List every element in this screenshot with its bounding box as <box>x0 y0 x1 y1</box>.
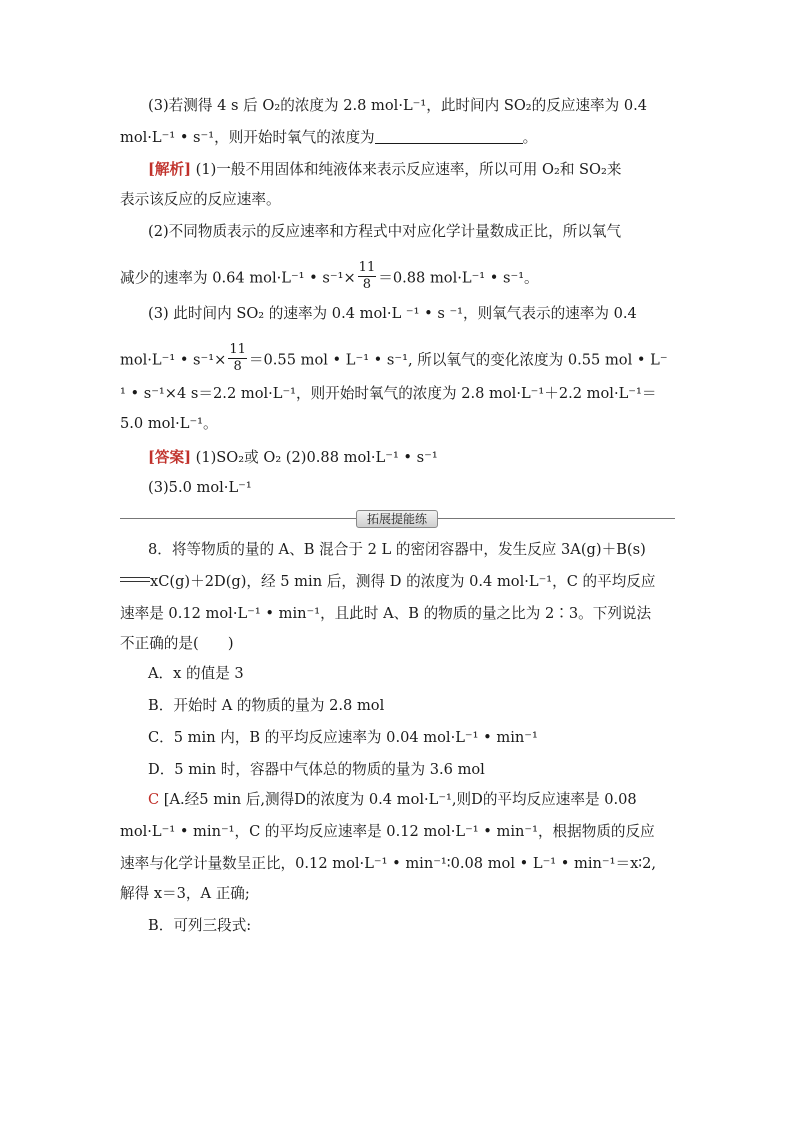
section-banner <box>120 510 675 526</box>
analysis-p1-cont: 表示该反应的反应速率。 <box>120 191 281 208</box>
fraction-11-8 <box>358 260 377 293</box>
q8-solution-line1 <box>148 790 637 810</box>
fraction-numerator: 11 <box>358 260 376 275</box>
q8-option-b: B．开始时 A 的物质的量为 2.8 mol <box>148 697 385 714</box>
q8-solution-line3: 速率与化学计量数呈正比，0.12 mol·L⁻¹ • min⁻¹∶0.08 mol • L⁻¹ • min⁻¹＝x∶2, <box>120 855 657 872</box>
fraction-denominator: 8 <box>362 277 372 292</box>
analysis-p3-line3: ¹ • s⁻¹×4 s＝2.2 mol·L⁻¹，则开始时氧气的浓度为 2.8 mol·L⁻¹＋2.2 mol·L⁻¹＝ <box>120 385 657 402</box>
analysis-p1 <box>148 160 621 180</box>
fraction-11-8-second <box>228 342 247 375</box>
q8-solution-line1-text: [A.经5 min 后,测得D的浓度为 0.4 mol·L⁻¹,则D的平均反应速率是 0.08 <box>159 791 637 808</box>
answer-line2: (3)5.0 mol·L⁻¹ <box>148 479 252 496</box>
answer-line1 <box>148 448 438 468</box>
q8-stem-line4: 不正确的是( ) <box>120 635 234 652</box>
q8-option-c: C．5 min 内，B 的平均反应速率为 0.04 mol·L⁻¹ • min⁻¹ <box>148 729 538 746</box>
answer-blank <box>375 129 523 144</box>
q3-line1: (3)若测得 4 s 后 O₂的浓度为 2.8 mol·L⁻¹，此时间内 SO₂的反应速率为 0.4 <box>148 97 648 114</box>
q8-solution-line5: B．可列三段式: <box>148 917 252 934</box>
analysis-tag: [解析] <box>148 161 191 178</box>
analysis-p3-cont <box>120 344 668 377</box>
q8-solution-line4: 解得 x＝3，A 正确; <box>120 885 250 902</box>
analysis-p1-text: (1)一般不用固体和纯液体来表示反应速率，所以可用 O₂和 SO₂来 <box>191 161 622 178</box>
q3-line2 <box>120 128 537 148</box>
q8-stem-line2-text: xC(g)＋2D(g)，经 5 min 后，测得 D 的浓度为 0.4 mol·L⁻¹，C 的平均反应 <box>150 573 656 590</box>
answer-line1-text: (1)SO₂或 O₂ (2)0.88 mol·L⁻¹ • s⁻¹ <box>191 449 438 466</box>
analysis-p2: (2)不同物质表示的反应速率和方程式中对应化学计量数成正比，所以氧气 <box>148 223 622 240</box>
solution-answer-letter: C <box>148 791 160 808</box>
fraction-denominator: 8 <box>233 359 242 374</box>
banner-label: 拓展提能练 <box>356 510 438 528</box>
analysis-p3: (3) 此时间内 SO₂ 的速率为 0.4 mol·L ⁻¹ • s ⁻¹，则氧气表示的速率为 0.4 <box>148 305 637 322</box>
q3-line2-text: mol·L⁻¹ • s⁻¹，则开始时氧气的浓度为 <box>120 129 375 146</box>
q8-stem-line2 <box>120 572 656 592</box>
q8-option-a: A．x 的值是 3 <box>148 665 244 682</box>
analysis-p2-result: ＝0.88 mol·L⁻¹ • s⁻¹。 <box>378 269 539 287</box>
q3-line2-end: 。 <box>522 129 538 146</box>
analysis-p3-result: ＝0.55 mol • L⁻¹ • s⁻¹, 所以氧气的变化浓度为 0.55 mol • L⁻ <box>248 351 668 369</box>
q8-stem-line1: 8．将等物质的量的 A、B 混合于 2 L 的密闭容器中，发生反应 3A(g)＋B(s) <box>148 541 646 558</box>
analysis-p2-cont <box>120 262 539 295</box>
analysis-p2-text: 减少的速率为 0.64 mol·L⁻¹ • s⁻¹× <box>120 269 356 287</box>
analysis-p3-text: mol·L⁻¹ • s⁻¹× <box>120 351 227 369</box>
analysis-p3-line4: 5.0 mol·L⁻¹。 <box>120 415 218 432</box>
equilibrium-arrow-icon <box>120 576 150 584</box>
q8-option-d: D．5 min 时，容器中气体总的物质的量为 3.6 mol <box>148 761 485 778</box>
fraction-numerator: 11 <box>229 342 246 357</box>
q8-stem-line3: 速率是 0.12 mol·L⁻¹ • min⁻¹，且此时 A、B 的物质的量之比为 2∶3。下列说法 <box>120 605 652 622</box>
q8-solution-line2: mol·L⁻¹ • min⁻¹，C 的平均反应速率是 0.12 mol·L⁻¹ • min⁻¹，根据物质的反应 <box>120 823 655 840</box>
answer-tag: [答案] <box>148 449 191 466</box>
